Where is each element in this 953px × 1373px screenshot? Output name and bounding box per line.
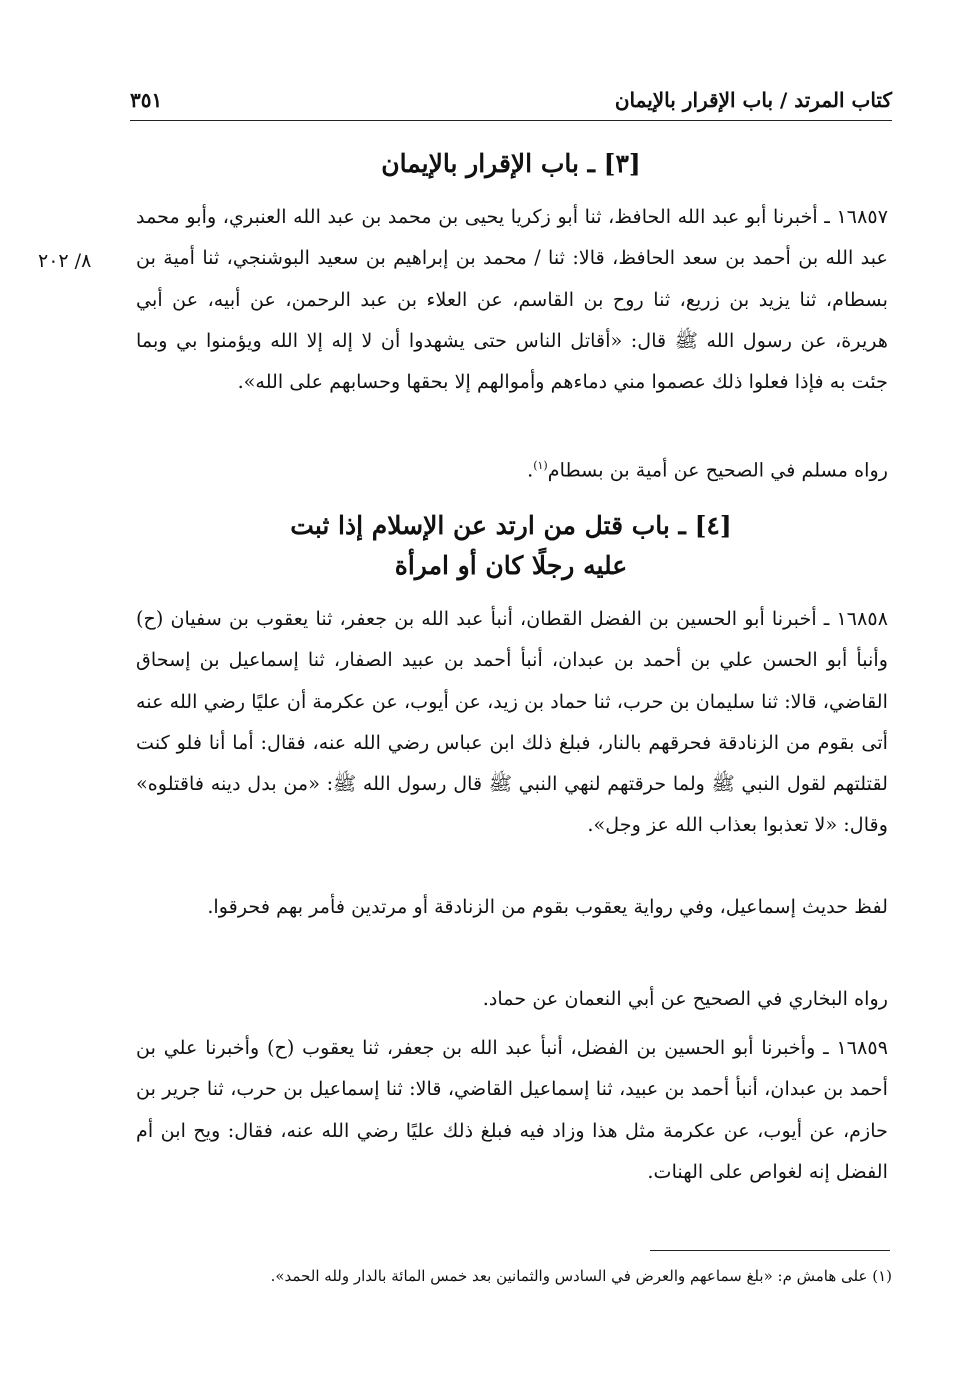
hadith-16859: ١٦٨٥٩ ـ وأخبرنا أبو الحسين بن الفضل، أنبأ عبد الله بن جعفر، ثنا يعقوب (ح) وأخبرنا علي بن أحمد بن عبدان، أنبأ أحمد بن عبيد، ثنا إسماعيل القاضي، قالا: ثنا إسماعيل بن حرب، ثنا جرير بن حازم، عن أيوب، عن عكرمة مثل هذا وزاد فيه فبلغ ذلك عليًا رضي الله عنه، فقال: ويح ابن أم الفضل إنه لغواص على الهنات.	[136, 1036, 888, 1183]
hadith-16857: ١٦٨٥٧ ـ أخبرنا أبو عبد الله الحافظ، ثنا أبو زكريا يحيى بن محمد بن عبد الله العنبري، وأبو محمد عبد الله بن أحمد بن سعد الحافظ، قالا: ثنا / محمد بن إبراهيم بن سعيد البوشنجي، ثنا أمية بن بسطام، ثنا يزيد بن زريع، ثنا روح بن القاسم، عن العلاء بن عبد الرحمن، عن أبيه، عن أبي هريرة، عن رسول الله ﷺ قال: «أقاتل الناس حتى يشهدوا أن لا إله إلا الله ويؤمنوا بي وبما جئت به فإذا فعلوا ذلك عصموا مني دماءهم وأموالهم إلا بحقها وحسابهم على الله».	[136, 205, 888, 394]
footnote-marker: (١)	[533, 459, 548, 472]
page-number: ٣٥١	[130, 88, 168, 112]
page-header	[130, 84, 892, 121]
footnote: (١) على هامش م: «بلغ سماعهم والعرض في السادس والثمانين بعد خمس المائة بالدار ولله الحمد».	[270, 1267, 892, 1285]
section-4-title-line-2: عليه رجلًا كان أو امرأة	[394, 551, 628, 580]
riwaya-text: رواه مسلم في الصحيح عن أمية بن بسطام	[547, 458, 888, 482]
running-title: كتاب المرتد / باب الإقرار بالإيمان	[609, 88, 892, 112]
section-3-title: [٣] ـ باب الإقرار بالإيمان	[381, 149, 641, 178]
section-4-title-line-1: [٤] ـ باب قتل من ارتد عن الإسلام إذا ثبت	[290, 511, 732, 540]
footnote-divider	[650, 1250, 890, 1251]
hadith-16857-riwaya: رواه مسلم في الصحيح عن أمية بن بسطام$^{(١)}$.	[527, 458, 888, 482]
hadith-16858: ١٦٨٥٨ ـ أخبرنا أبو الحسين بن الفضل القطان، أنبأ عبد الله بن جعفر، ثنا يعقوب بن سفيان (ح) وأنبأ أبو الحسن علي بن أحمد بن عبدان، أنبأ أحمد بن عبيد الصفار، ثنا إسماعيل بن إسحاق القاضي، قالا: ثنا سليمان بن حرب، ثنا حماد بن زيد، عن أيوب، عن عكرمة أن عليًا رضي الله عنه أتى بقوم من الزنادقة فحرقهم بالنار، فبلغ ذلك ابن عباس رضي الله عنه، فقال: أما أنا فلو كنت لقتلتهم لقول النبي ﷺ ولما حرقتهم لنهي النبي ﷺ قال رسول الله ﷺ: «من بدل دينه فاقتلوه» وقال: «لا تعذبوا بعذاب الله عز وجل».	[136, 607, 888, 837]
hadith-16858-riwaya: رواه البخاري في الصحيح عن أبي النعمان عن حماد.	[482, 987, 888, 1010]
hadith-16858-lafz: لفظ حديث إسماعيل، وفي رواية يعقوب بقوم من الزنادقة أو مرتدين فأمر بهم فحرقوا.	[207, 895, 888, 918]
margin-reference: ٨/ ٢٠٢	[38, 250, 92, 272]
